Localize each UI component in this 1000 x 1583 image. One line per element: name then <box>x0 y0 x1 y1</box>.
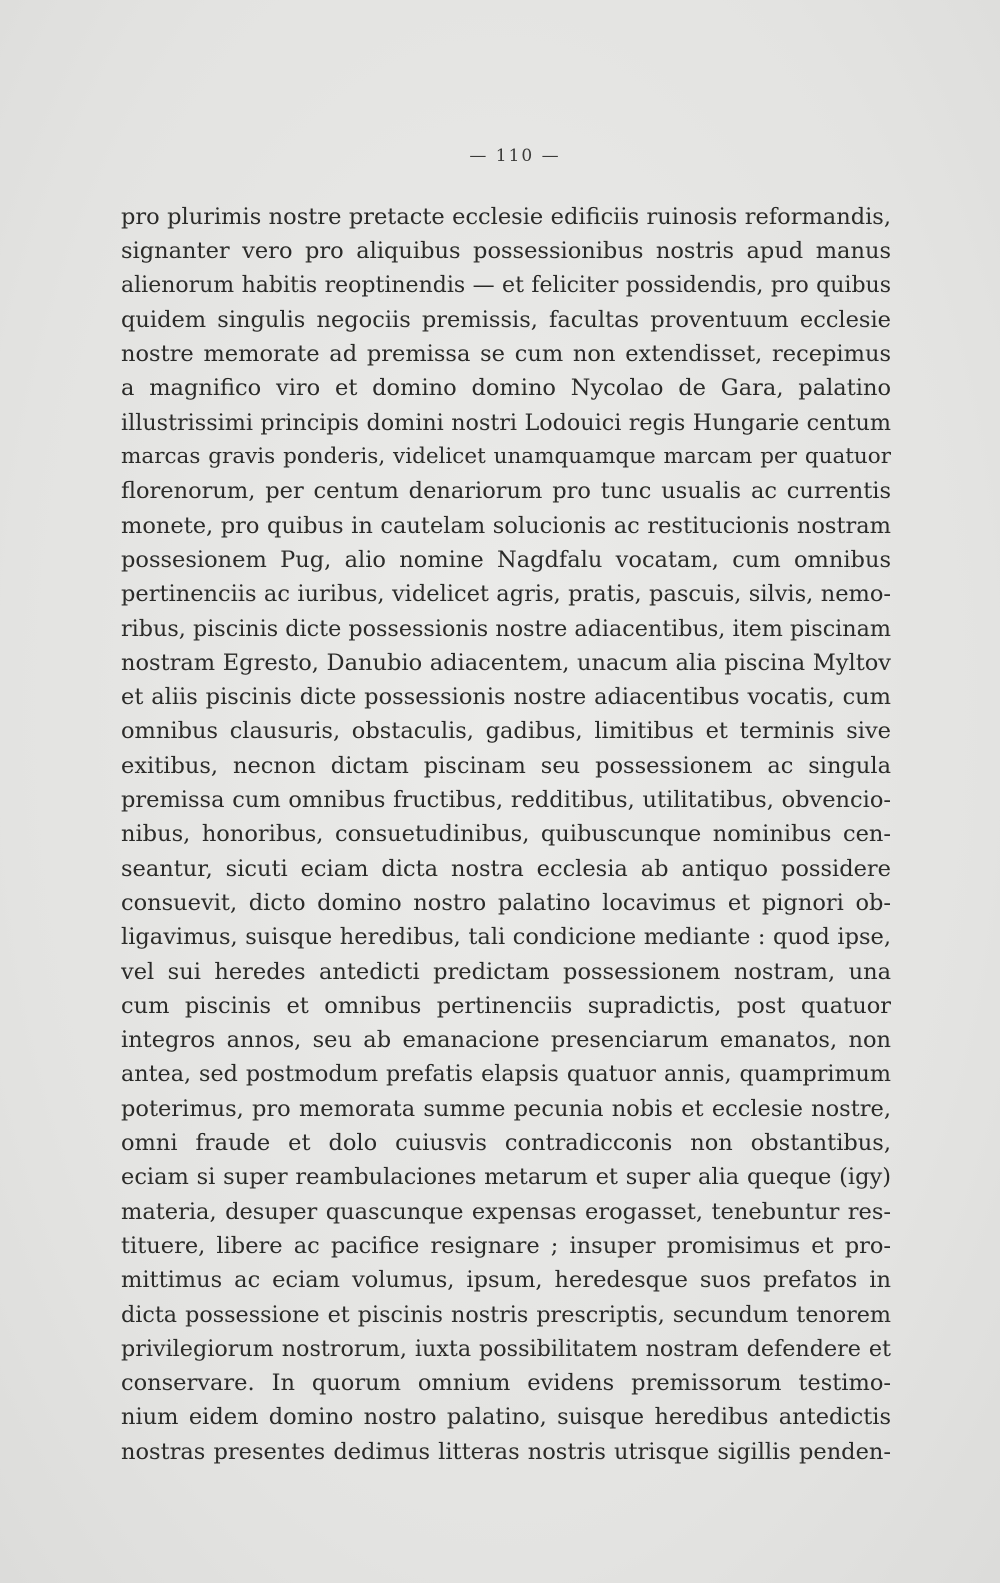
text-line: nibus, honoribus, consuetudinibus, quibuscunque nominibus cen- <box>121 821 891 848</box>
text-line: antea, sed postmodum prefatis elapsis quatuor annis, quamprimum <box>121 1061 891 1088</box>
text-line: nostras presentes dedimus litteras nostris utrisque sigillis penden- <box>121 1438 891 1465</box>
text-line: tituere, libere ac pacifice resignare ; insuper promisimus et pro- <box>121 1232 891 1259</box>
text-line: quidem singulis negociis premissis, facultas proventuum ecclesie <box>121 306 891 333</box>
text-line: omnibus clausuris, obstaculis, gadibus, limitibus et terminis sive <box>121 718 891 745</box>
text-line: ribus, piscinis dicte possessionis nostre adiacentibus, item piscinam <box>121 615 891 642</box>
text-line: consuevit, dicto domino nostro palatino locavimus et pignori ob- <box>121 889 891 916</box>
text-line: poterimus, pro memorata summe pecunia nobis et ecclesie nostre, <box>121 1095 891 1122</box>
text-line: mittimus ac eciam volumus, ipsum, heredesque suos prefatos in <box>121 1267 891 1294</box>
text-line: et aliis piscinis dicte possessionis nostre adiacentibus vocatis, cum <box>121 684 891 711</box>
text-line: premissa cum omnibus fructibus, redditibus, utilitatibus, obvencio- <box>121 787 891 814</box>
body-text <box>121 200 891 1469</box>
text-line: marcas gravis ponderis, videlicet unamquamque marcam per quatuor <box>121 444 891 470</box>
text-line: pertinenciis ac iuribus, videlicet agris, pratis, pascuis, silvis, nemo- <box>121 581 891 608</box>
text-line: conservare. In quorum omnium evidens premissorum testimo- <box>121 1370 891 1397</box>
text-line: vel sui heredes antedicti predictam possessionem nostram, una <box>121 958 891 985</box>
text-line: nostre memorate ad premissa se cum non extendisset, recepimus <box>121 341 891 368</box>
text-line: illustrissimi principis domini nostri Lodouici regis Hungarie centum <box>121 409 891 436</box>
text-line: nostram Egresto, Danubio adiacentem, unacum alia piscina Myltov <box>121 649 891 676</box>
text-line: florenorum, per centum denariorum pro tunc usualis ac currentis <box>121 478 891 505</box>
text-line: privilegiorum nostrorum, iuxta possibilitatem nostram defendere et <box>121 1335 891 1362</box>
text-line: dicta possessione et piscinis nostris prescriptis, secundum tenorem <box>121 1301 891 1328</box>
text-line: integros annos, seu ab emanacione presenciarum emanatos, non <box>121 1027 891 1054</box>
text-line: ligavimus, suisque heredibus, tali condicione mediante : quod ipse, <box>121 924 891 951</box>
text-line: signanter vero pro aliquibus possessionibus nostris apud manus <box>121 238 891 265</box>
text-line: seantur, sicuti eciam dicta nostra ecclesia ab antiquo possidere <box>121 855 891 882</box>
text-line: cum piscinis et omnibus pertinenciis supradictis, post quatuor <box>121 992 891 1019</box>
text-line: a magnifico viro et domino domino Nycolao de Gara, palatino <box>121 375 891 402</box>
text-line: eciam si super reambulaciones metarum et super alia queque (igy) <box>121 1164 891 1191</box>
text-line: pro plurimis nostre pretacte ecclesie edificiis ruinosis reformandis, <box>121 204 891 230</box>
text-line: exitibus, necnon dictam piscinam seu possessionem ac singula <box>121 752 891 779</box>
text-line: omni fraude et dolo cuiusvis contradicconis non obstantibus, <box>121 1130 891 1157</box>
text-line: nium eidem domino nostro palatino, suisque heredibus antedictis <box>121 1404 891 1431</box>
text-line: monete, pro quibus in cautelam solucionis ac restitucionis nostram <box>121 512 891 539</box>
text-line: materia, desuper quascunque expensas erogasset, tenebuntur res- <box>121 1198 891 1225</box>
page-number: — 110 — <box>469 146 561 166</box>
text-line: possesionem Pug, alio nomine Nagdfalu vocatam, cum omnibus <box>121 546 891 573</box>
text-line: alienorum habitis reoptinendis — et feliciter possidendis, pro quibus <box>121 272 891 298</box>
